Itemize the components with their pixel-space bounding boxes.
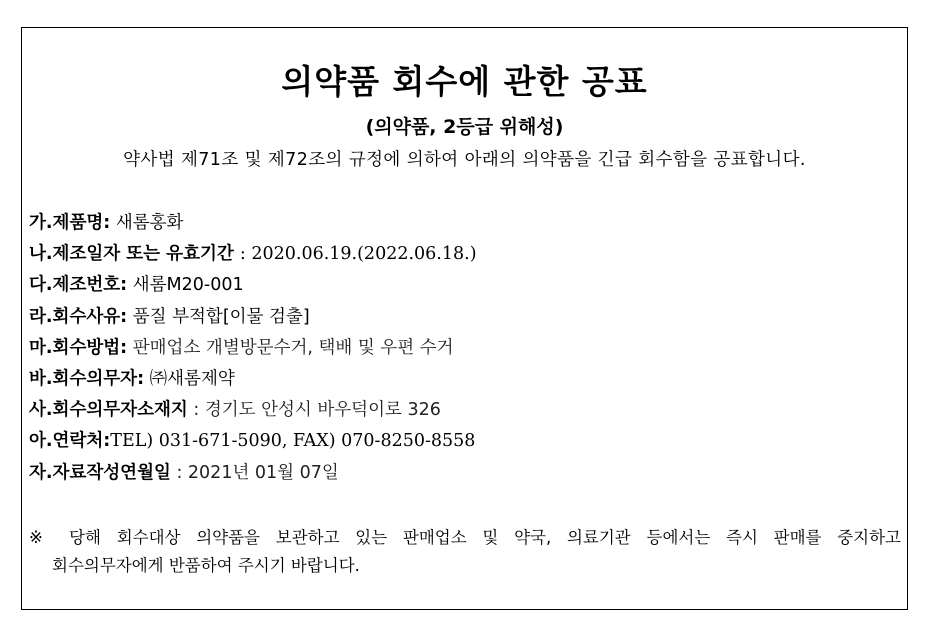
detail-label: 사.회수의무자소재지 — [29, 400, 188, 421]
notice-intro: 약사법 제71조 및 제72조의 규정에 의하여 아래의 의약품을 긴급 회수함을 공표합니다. — [123, 150, 806, 170]
detail-contact — [29, 426, 899, 457]
detail-value: : 2021년 01월 07일 — [170, 462, 339, 483]
notice-title: 의약품 회수에 관한 공표 — [281, 62, 648, 101]
detail-label: 마.회수방법: — [29, 337, 128, 358]
detail-label: 나.제조일자 또는 유효기간 — [29, 244, 240, 265]
detail-value: 품질 부적합[이물 검출] — [127, 306, 310, 327]
recall-notice-box — [21, 27, 908, 610]
detail-value: TEL) 031-671-5090, FAX) 070-8250-8558 — [110, 431, 476, 452]
detail-recall-party-address — [29, 395, 899, 426]
detail-label: 자.자료작성연월일 — [29, 462, 171, 483]
detail-label: 다.제조번호: — [29, 275, 128, 296]
detail-recall-reason — [29, 302, 899, 333]
detail-label: 바.회수의무자: — [29, 368, 145, 389]
detail-label: 라.회수사유: — [29, 306, 128, 327]
detail-value: 새롬홍화 — [110, 213, 184, 233]
detail-label: 가.제품명: — [29, 213, 111, 233]
detail-value: : 경기도 안성시 바우덕이로 326 — [187, 400, 441, 421]
detail-value: ㈜새롬제약 — [144, 368, 235, 389]
detail-manufacture-date — [29, 239, 899, 270]
detail-value: 판매업소 개별방문수거, 택배 및 우편 수거 — [127, 337, 454, 358]
detail-value: : 2020.06.19.(2022.06.18.) — [239, 244, 477, 265]
detail-lot-number — [29, 270, 899, 301]
recall-details-list — [29, 208, 899, 489]
detail-document-date — [29, 458, 899, 489]
notice-footnote: ※ 당해 회수대상 의약품을 보관하고 있는 판매업소 및 약국, 의료기관 등에서는 즉시 판매를 중지하고 — [29, 528, 901, 547]
notice-footnote-continued: 회수의무자에게 반품하여 주시기 바랍니다. — [52, 556, 360, 575]
notice-subtitle: (의약품, 2등급 위해성) — [365, 116, 564, 138]
detail-value: 새롬M20-001 — [127, 275, 244, 296]
detail-recall-method — [29, 333, 899, 364]
detail-recall-party — [29, 364, 899, 395]
detail-label: 아.연락처: — [29, 431, 111, 452]
detail-product-name — [29, 208, 899, 239]
